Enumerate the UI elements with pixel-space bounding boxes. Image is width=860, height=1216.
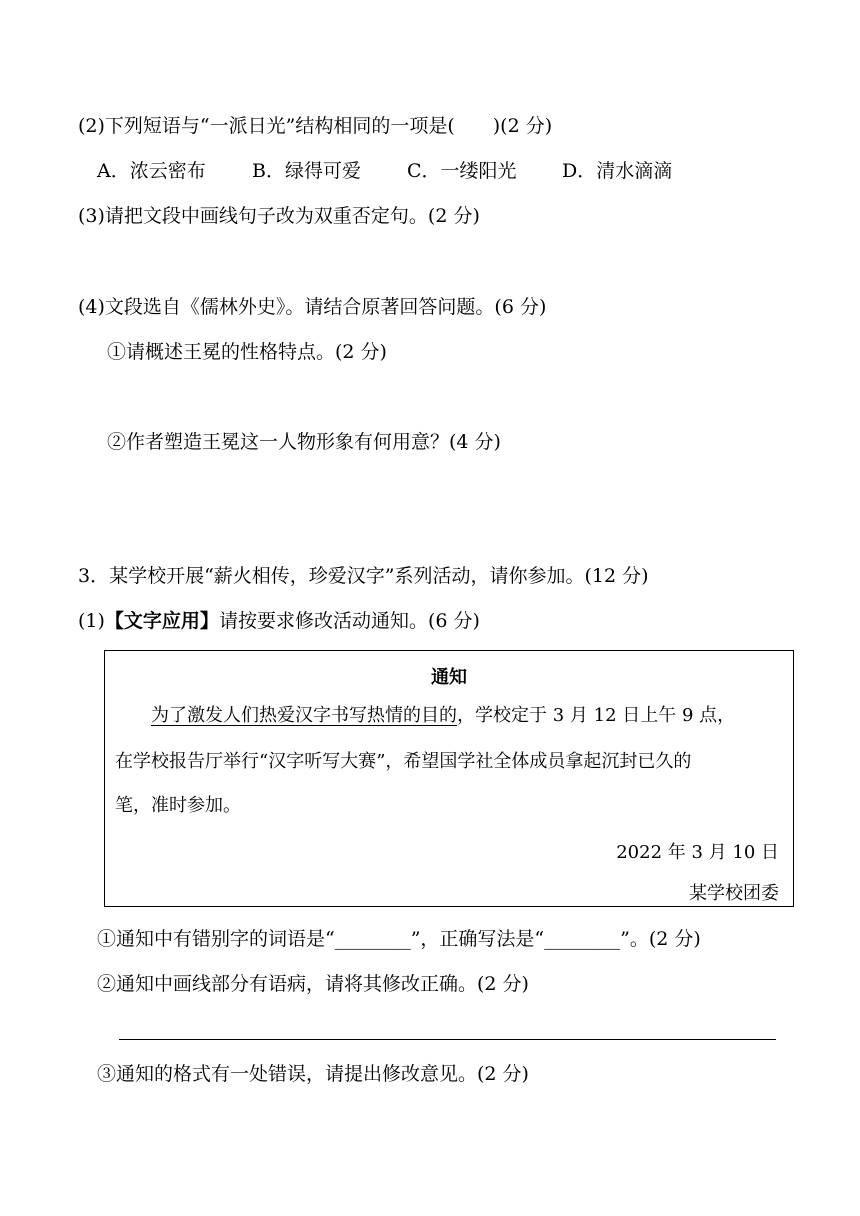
question-3-stem: (3)请把文段中画线句子改为双重否定句。(2 分): [78, 205, 480, 227]
part-1-prefix: (1): [78, 610, 105, 632]
answer-line: [119, 1039, 776, 1040]
option-b: B．绿得可爱: [252, 160, 361, 182]
question-4-stem: (4)文段选自《儒林外史》。请结合原著回答问题。(6 分): [78, 296, 547, 318]
notice-line-3: 笔，准时参加。: [115, 795, 241, 816]
section-3-part-1: [78, 612, 480, 631]
notice-line-2: 在学校报告厅举行“汉字听写大赛”，希望国学社全体成员拿起沉封已久的: [115, 751, 692, 772]
section-3-stem: 3．某学校开展“薪火相传，珍爱汉字”系列活动，请你参加。(12 分): [78, 565, 649, 587]
option-d: D．清水滴滴: [562, 160, 673, 182]
notice-line-1: [151, 707, 735, 725]
question-2-stem: (2)下列短语与“一派日光”结构相同的一项是( )(2 分): [78, 115, 553, 137]
subquestion-2: ②通知中画线部分有语病，请将其修改正确。(2 分): [97, 973, 529, 995]
option-c: C．一缕阳光: [407, 160, 517, 182]
part-1-instruction: 请按要求修改活动通知。(6 分): [218, 610, 480, 632]
option-a: A．浓云密布: [97, 160, 206, 182]
subquestion-3: ③通知的格式有一处错误，请提出修改意见。(2 分): [97, 1063, 529, 1085]
notice-signature: 某学校团委: [689, 883, 779, 904]
question-4-sub2: ②作者塑造王冕这一人物形象有何用意？(4 分): [107, 431, 501, 453]
question-4-sub1: ①请概述王冕的性格特点。(2 分): [107, 341, 387, 363]
notice-line-1-rest: ，学校定于 3 月 12 日上午 9 点，: [457, 705, 736, 726]
notice-box: [104, 650, 794, 907]
notice-title: 通知: [431, 667, 467, 688]
question-2-options: [97, 162, 672, 181]
subquestion-1: ①通知中有错别字的词语是“________”，正确写法是“________”。(2 分): [97, 928, 701, 950]
part-1-tag: 【文字应用】: [104, 610, 219, 632]
notice-date: 2022 年 3 月 10 日: [616, 842, 779, 863]
notice-underlined-phrase: 为了激发人们热爱汉字书写热情的目的: [151, 705, 457, 726]
